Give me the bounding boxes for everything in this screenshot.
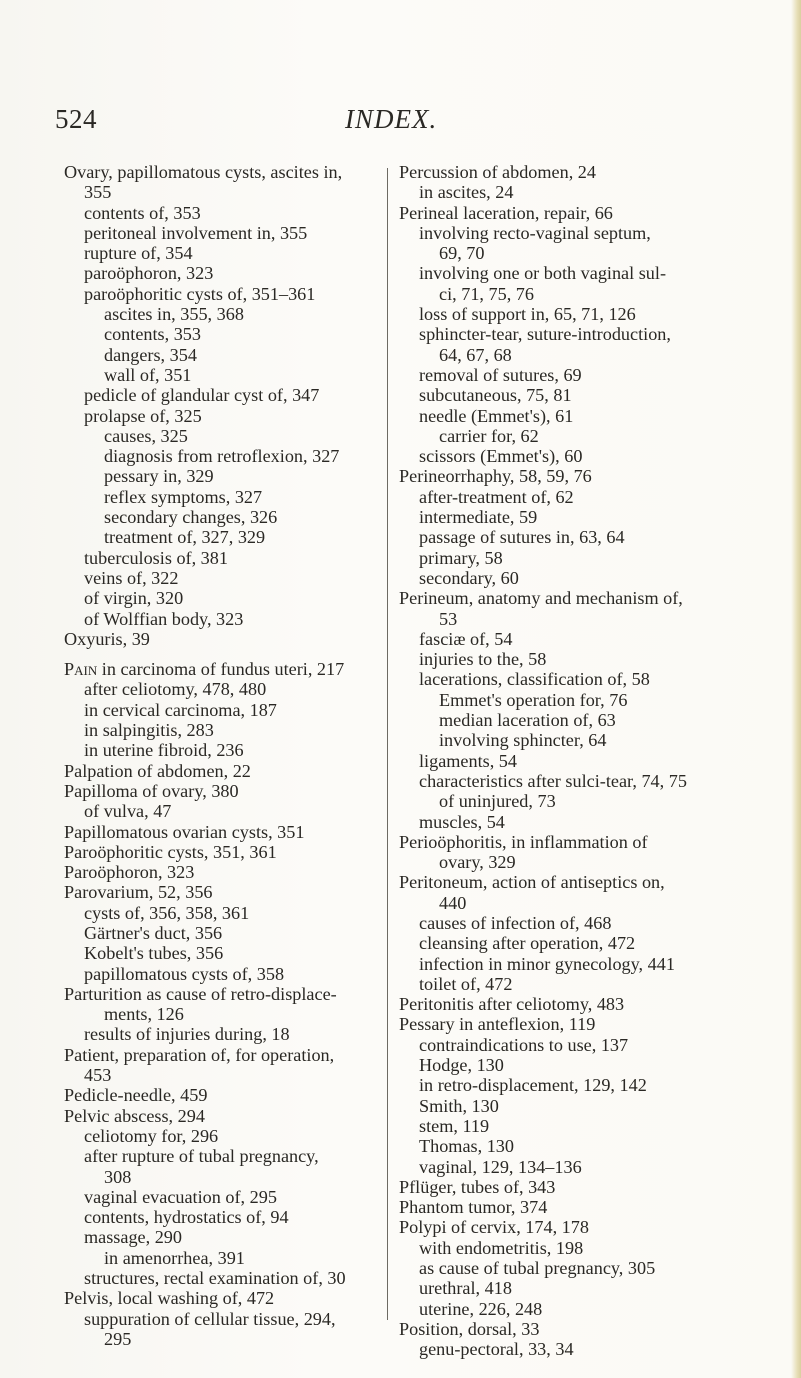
index-subentry: results of injuries during, 18 xyxy=(84,1024,290,1045)
index-subentry: ascites in, 355, 368 xyxy=(104,304,244,325)
index-subentry: ci, 71, 75, 76 xyxy=(439,283,534,304)
index-subentry: massage, 290 xyxy=(84,1227,182,1248)
index-entry: Pessary in anteflexion, 119 xyxy=(399,1014,596,1035)
index-subentry: contraindications to use, 137 xyxy=(419,1034,629,1055)
index-entry: Papilloma of ovary, 380 xyxy=(64,780,239,801)
index-entry: Papillomatous ovarian cysts, 351 xyxy=(64,821,305,842)
index-entry: Ovary, papillomatous cysts, ascites in, xyxy=(64,162,343,182)
index-subentry: ovary, 329 xyxy=(439,852,516,873)
index-entry: Patient, preparation of, for operation, xyxy=(64,1044,335,1065)
index-entry: Oxyuris, 39 xyxy=(64,628,150,649)
index-subentry: prolapse of, 325 xyxy=(84,405,202,426)
index-entry: Paroöphoritic cysts, 351, 361 xyxy=(64,841,277,862)
index-entry: Palpation of abdomen, 22 xyxy=(64,760,251,781)
index-subentry: muscles, 54 xyxy=(419,811,505,832)
index-subentry: Emmet's operation for, 76 xyxy=(439,689,628,710)
index-subentry: genu-pectoral, 33, 34 xyxy=(419,1339,574,1360)
index-entry: Perioöphoritis, in inflammation of xyxy=(399,831,648,852)
index-subentry: intermediate, 59 xyxy=(419,507,538,528)
index-subentry: injuries to the, 58 xyxy=(419,649,547,670)
index-subentry: in amenorrhea, 391 xyxy=(104,1247,245,1268)
index-subentry: involving recto-vaginal septum, xyxy=(419,222,651,243)
index-subentry: 53 xyxy=(439,608,458,629)
index-entry: Paroöphoron, 323 xyxy=(64,862,195,883)
index-subentry: characteristics after sulci-tear, 74, 75 xyxy=(419,770,687,791)
index-entry: Parturition as cause of retro-displace- xyxy=(64,983,337,1004)
index-subentry: of vulva, 47 xyxy=(84,801,172,822)
index-entry: Perineorrhaphy, 58, 59, 76 xyxy=(399,466,592,487)
index-subentry: in retro-displacement, 129, 142 xyxy=(419,1075,647,1096)
running-title: INDEX. xyxy=(345,104,438,134)
page-edge xyxy=(791,0,801,1378)
index-subentry: involving sphincter, 64 xyxy=(439,730,607,751)
index-subentry: diagnosis from retroflexion, 327 xyxy=(104,446,340,467)
index-subentry: scissors (Emmet's), 60 xyxy=(419,446,583,467)
index-subentry: veins of, 322 xyxy=(84,567,179,588)
index-subentry: urethral, 418 xyxy=(419,1278,512,1299)
index-entry: Pelvis, local washing of, 472 xyxy=(64,1288,275,1309)
section-gap xyxy=(64,649,382,659)
index-subentry: passage of sutures in, 63, 64 xyxy=(419,527,625,548)
index-subentry: contents of, 353 xyxy=(84,202,201,223)
index-subentry: in ascites, 24 xyxy=(419,182,514,203)
column-divider xyxy=(387,168,388,1320)
entry-heading-small-caps: Pain xyxy=(64,659,98,680)
index-subentry: toilet of, 472 xyxy=(419,973,513,994)
index-subentry: paroöphoron, 323 xyxy=(84,263,214,284)
index-subentry: vaginal, 129, 134–136 xyxy=(419,1156,582,1177)
index-subentry: sphincter-tear, suture-introduction, xyxy=(419,324,671,345)
index-subentry: Smith, 130 xyxy=(419,1095,499,1116)
index-subentry: 69, 70 xyxy=(439,243,485,264)
index-subentry: ments, 126 xyxy=(104,1004,184,1025)
index-entry: Perineal laceration, repair, 66 xyxy=(399,202,613,223)
index-subentry: median laceration of, 63 xyxy=(439,710,616,731)
index-entry: Peritonitis after celiotomy, 483 xyxy=(399,994,625,1015)
index-subentry: of uninjured, 73 xyxy=(439,791,556,812)
index-subentry: after celiotomy, 478, 480 xyxy=(84,679,267,700)
index-subentry: removal of sutures, 69 xyxy=(419,364,582,385)
page-header xyxy=(55,104,755,144)
index-subentry: in uterine fibroid, 236 xyxy=(84,740,244,761)
index-subentry: 453 xyxy=(84,1065,112,1086)
index-subentry: vaginal evacuation of, 295 xyxy=(84,1186,277,1207)
index-subentry: pessary in, 329 xyxy=(104,466,214,487)
index-subentry: 308 xyxy=(104,1166,132,1187)
index-subentry: after rupture of tubal pregnancy, xyxy=(84,1146,319,1167)
index-subentry: suppuration of cellular tissue, 294, xyxy=(84,1308,336,1329)
index-subentry: uterine, 226, 248 xyxy=(419,1298,543,1319)
index-subentry: with endometritis, 198 xyxy=(419,1237,584,1258)
index-subentry: structures, rectal examination of, 30 xyxy=(84,1268,346,1289)
index-subentry: in salpingitis, 283 xyxy=(84,720,214,741)
index-subentry: dangers, 354 xyxy=(104,344,197,365)
index-entry xyxy=(64,659,382,679)
index-entry: Percussion of abdomen, 24 xyxy=(399,162,596,182)
index-subentry: paroöphoritic cysts of, 351–361 xyxy=(84,283,316,304)
index-subentry: pedicle of glandular cyst of, 347 xyxy=(84,385,320,406)
index-subentry: Hodge, 130 xyxy=(419,1055,504,1076)
index-subentry: secondary changes, 326 xyxy=(104,507,278,528)
index-subentry: Kobelt's tubes, 356 xyxy=(84,943,224,964)
index-subentry: 64, 67, 68 xyxy=(439,344,512,365)
index-subentry: of Wolffian body, 323 xyxy=(84,608,244,629)
index-subentry: causes of infection of, 468 xyxy=(419,912,612,933)
index-subentry: subcutaneous, 75, 81 xyxy=(419,385,572,406)
index-subentry: papillomatous cysts of, 358 xyxy=(84,963,285,984)
index-entry: Perineum, anatomy and mechanism of, xyxy=(399,588,683,609)
index-subentry: ligaments, 54 xyxy=(419,750,517,771)
index-subentry: infection in minor gynecology, 441 xyxy=(419,953,675,974)
index-subentry: Gärtner's duct, 356 xyxy=(84,922,223,943)
index-subentry: stem, 119 xyxy=(419,1115,490,1136)
index-subentry: 355 xyxy=(84,182,112,203)
index-subentry: carrier for, 62 xyxy=(439,425,539,446)
index-subentry: wall of, 351 xyxy=(104,364,192,385)
index-column-right xyxy=(399,162,749,1360)
index-subentry: secondary, 60 xyxy=(419,567,519,588)
index-subentry: cysts of, 356, 358, 361 xyxy=(84,902,250,923)
page-number: 524 xyxy=(55,104,97,134)
index-entry: Pedicle-needle, 459 xyxy=(64,1085,208,1106)
index-subentry: 440 xyxy=(439,892,467,913)
index-subentry: lacerations, classification of, 58 xyxy=(419,669,650,690)
entry-text: in carcinoma of fundus uteri, 217 xyxy=(97,659,345,680)
index-subentry: fasciæ of, 54 xyxy=(419,628,513,649)
index-subentry: reflex symptoms, 327 xyxy=(104,486,263,507)
index-subentry: celiotomy for, 296 xyxy=(84,1125,219,1146)
index-subentry: causes, 325 xyxy=(104,425,188,446)
index-column-left xyxy=(64,162,382,1349)
index-subentry: treatment of, 327, 329 xyxy=(104,527,266,548)
index-subentry: 295 xyxy=(104,1328,132,1349)
index-entry: Peritoneum, action of antiseptics on, xyxy=(399,872,665,893)
index-entry: Position, dorsal, 33 xyxy=(399,1318,540,1339)
index-entry: Pflüger, tubes of, 343 xyxy=(399,1176,556,1197)
index-entry: Phantom tumor, 374 xyxy=(399,1197,548,1218)
index-subentry: peritoneal involvement in, 355 xyxy=(84,222,308,243)
index-subentry: rupture of, 354 xyxy=(84,243,193,264)
index-subentry: tuberculosis of, 381 xyxy=(84,547,228,568)
index-subentry: in cervical carcinoma, 187 xyxy=(84,699,277,720)
index-subentry: Thomas, 130 xyxy=(419,1136,514,1157)
index-entry: Pelvic abscess, 294 xyxy=(64,1105,205,1126)
index-subentry: after-treatment of, 62 xyxy=(419,486,574,507)
index-subentry: loss of support in, 65, 71, 126 xyxy=(419,304,636,325)
index-subentry: cleansing after operation, 472 xyxy=(419,933,636,954)
index-subentry: contents, hydrostatics of, 94 xyxy=(84,1207,289,1228)
index-entry: Parovarium, 52, 356 xyxy=(64,882,213,903)
index-subentry: primary, 58 xyxy=(419,547,503,568)
index-subentry: as cause of tubal pregnancy, 305 xyxy=(419,1258,656,1279)
index-subentry: of virgin, 320 xyxy=(84,588,184,609)
index-entry: Polypi of cervix, 174, 178 xyxy=(399,1217,589,1238)
index-subentry: involving one or both vaginal sul- xyxy=(419,263,667,284)
index-subentry: needle (Emmet's), 61 xyxy=(419,405,574,426)
index-subentry: contents, 353 xyxy=(104,324,201,345)
